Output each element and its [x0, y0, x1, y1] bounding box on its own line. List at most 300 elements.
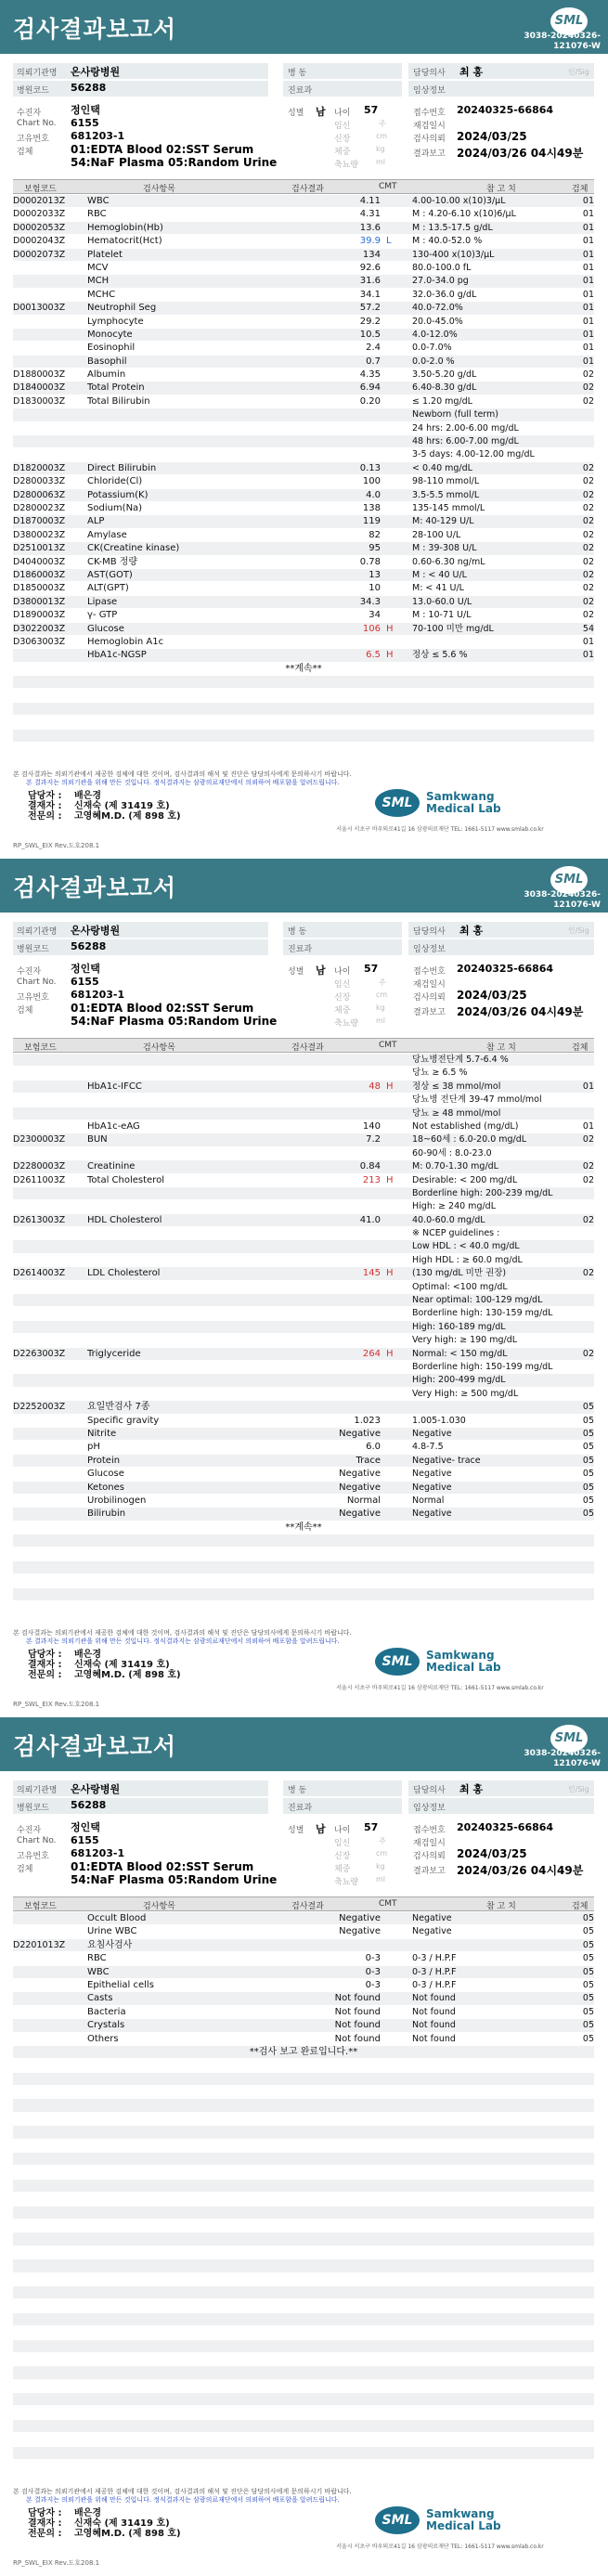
- accession-label: 접수번호: [413, 967, 446, 977]
- col-ref: 참 고 치: [486, 1902, 516, 1911]
- table-row: [13, 489, 594, 502]
- table-row: [13, 1348, 594, 1361]
- table-row: [13, 195, 594, 208]
- test-result: 13.6: [359, 222, 381, 233]
- reference-range: M : 10-71 U/L: [412, 610, 472, 621]
- table-row: [13, 1588, 594, 1601]
- table-row: [13, 1321, 594, 1334]
- table-row: [13, 208, 594, 221]
- table-row: [13, 408, 594, 421]
- table-row: [13, 1240, 594, 1253]
- doctor-label: 담당의사: [413, 927, 446, 937]
- table-row: [13, 2059, 594, 2072]
- test-result: 0.84: [359, 1161, 381, 1172]
- reference-range: M : 39-308 U/L: [412, 543, 477, 554]
- specimen-line-1: 01:EDTA Blood 02:SST Serum: [71, 1860, 254, 1873]
- test-result: 0-3: [365, 1979, 381, 1990]
- insurance-code: D2800063Z: [13, 489, 66, 500]
- table-row: [13, 2313, 594, 2326]
- hospital-code-value: 56288: [71, 940, 107, 952]
- result-flag: H: [386, 1081, 394, 1092]
- insurance-code: D3800023Z: [13, 529, 66, 540]
- result-flag: H: [386, 1348, 394, 1359]
- test-date-label: 검사의뢰: [413, 993, 446, 1003]
- reference-range: 3-5 days: 4.00-12.00 mg/dL: [412, 449, 535, 460]
- test-name: Platelet: [87, 249, 123, 260]
- reference-range: 130-400 x(10)3/μL: [412, 249, 495, 260]
- table-row: [13, 1361, 594, 1374]
- col-result: 검사결과: [291, 1043, 324, 1053]
- test-name: Potassium(K): [87, 489, 149, 500]
- urine-volume-unit: ml: [376, 1016, 386, 1025]
- table-row: [13, 1388, 594, 1401]
- report-date-value: 2024/03/26 04시49분: [457, 1864, 584, 1877]
- specimen-code: 02: [582, 1174, 594, 1185]
- reference-range: 40.0-72.0%: [412, 303, 463, 314]
- chart-no-label: Chart No.: [17, 119, 57, 128]
- specimen-code: 01: [582, 356, 594, 367]
- table-row: [13, 2126, 594, 2139]
- test-result: 0.78: [359, 556, 381, 567]
- height-label: 신장: [334, 135, 351, 144]
- table-row: [13, 1174, 594, 1187]
- col-result: 검사결과: [291, 185, 324, 194]
- retest-label: 재검일시: [413, 980, 446, 990]
- table-row: [13, 1925, 594, 1938]
- specimen-label: 검체: [17, 1865, 33, 1874]
- reference-range: 3.5-5.5 mmol/L: [412, 489, 480, 500]
- table-row: [13, 1294, 594, 1307]
- height-label: 신장: [334, 1852, 351, 1861]
- specimen-code: 01: [582, 222, 594, 233]
- height-label: 신장: [334, 993, 351, 1003]
- test-name: WBC: [87, 196, 110, 206]
- table-row: [13, 730, 594, 743]
- accession-value: 20240325-66864: [457, 963, 554, 975]
- reference-range: Desirable: < 200 mg/dL: [412, 1174, 518, 1185]
- urine-volume-label: 축뇨량: [334, 1019, 359, 1029]
- insurance-code: D2613003Z: [13, 1214, 66, 1225]
- specimen-code: 02: [582, 543, 594, 554]
- table-row: [13, 1574, 594, 1587]
- weight-unit: kg: [376, 1003, 385, 1012]
- specimen-code: 02: [582, 462, 594, 473]
- specimen-code: 02: [582, 382, 594, 394]
- reference-range: 당뇨병전단계 5.7-6.4 %: [412, 1055, 509, 1065]
- test-date-label: 검사의뢰: [413, 135, 446, 144]
- test-name: ALT(GPT): [87, 583, 129, 594]
- chart-no-label: Chart No.: [17, 1836, 57, 1845]
- reference-range: Normal: [412, 1495, 445, 1506]
- col-cmt: CMT: [379, 182, 397, 191]
- test-result: 0.20: [359, 395, 381, 407]
- age-label: 나이: [334, 967, 351, 977]
- recipient-value: 정인택: [71, 963, 100, 975]
- accession-value: 20240325-66864: [457, 104, 554, 116]
- test-name: HbA1c-eAG: [87, 1120, 140, 1132]
- test-name: Eosinophil: [87, 343, 136, 354]
- table-row: [13, 2273, 594, 2286]
- table-row: [13, 556, 594, 569]
- clinical-info-label: 임상정보: [413, 86, 446, 96]
- test-result: 7.2: [366, 1134, 381, 1146]
- doctor-value: 최 홍: [459, 1783, 484, 1795]
- table-row: [13, 623, 594, 636]
- specimen-code: 02: [582, 569, 594, 580]
- weight-label: 체중: [334, 1006, 351, 1016]
- col-name: 검사항목: [143, 1902, 175, 1911]
- test-result: 138: [362, 502, 381, 513]
- insurance-code: D1860003Z: [13, 569, 66, 580]
- test-name: Hemoglobin(Hb): [87, 222, 163, 233]
- test-name: Epithelial cells: [87, 1979, 154, 1990]
- table-row: [13, 2433, 594, 2446]
- reference-range: M : 13.5-17.5 g/dL: [412, 222, 493, 233]
- test-name: Bilirubin: [87, 1508, 126, 1520]
- specimen-code: 05: [582, 1495, 594, 1506]
- col-specimen: 검체: [572, 1043, 589, 1053]
- test-name: 요침사검사: [87, 1939, 133, 1950]
- insurance-code: D2611003Z: [13, 1174, 66, 1185]
- test-date-value: 2024/03/25: [457, 989, 527, 1002]
- test-result: 0-3: [365, 1953, 381, 1964]
- reference-range: Not found: [412, 2020, 456, 2031]
- reference-range: M: 40-129 U/L: [412, 516, 474, 527]
- specimen-code: 05: [582, 1428, 594, 1439]
- insurance-code: D2614003Z: [13, 1268, 66, 1279]
- test-name: Specific gravity: [87, 1415, 160, 1426]
- specimen-code: 02: [582, 610, 594, 621]
- reference-range: 4.00-10.00 x(10)3/μL: [412, 196, 506, 206]
- reference-range: 0-3 / H.P.F: [412, 1953, 457, 1964]
- specimen-code: 02: [582, 489, 594, 500]
- recipient-label: 수진자: [17, 1826, 42, 1835]
- table-row: [13, 2259, 594, 2272]
- report-header: [0, 859, 608, 913]
- test-result: 145: [362, 1268, 381, 1279]
- sex-age-label: 성별: [288, 109, 304, 118]
- specimen-code: 02: [582, 1161, 594, 1172]
- footer-form-code: RP_SWL_EIX Rev.도호208.1: [13, 1701, 100, 1708]
- reference-range: 1.005-1.030: [412, 1415, 466, 1426]
- reference-range: 18~60세 : 6.0-20.0 mg/dL: [412, 1134, 527, 1146]
- reference-range: Negative: [412, 1482, 452, 1493]
- table-row: [13, 2233, 594, 2246]
- reference-range: Not found: [412, 2033, 456, 2044]
- table-row: [13, 2113, 594, 2126]
- col-specimen: 검체: [572, 1902, 589, 1911]
- reference-range: Negative: [412, 1913, 452, 1923]
- table-row: [13, 1939, 594, 1952]
- footer-brand: Samkwang Medical Lab: [426, 2507, 501, 2532]
- reference-range: 정상 ≤ 38 mmol/mol: [412, 1081, 501, 1092]
- report-footer: [13, 770, 594, 859]
- table-row: [13, 1441, 594, 1454]
- table-row: [13, 1534, 594, 1547]
- insurance-code: D2280003Z: [13, 1161, 66, 1172]
- specimen-code: 54: [582, 623, 594, 634]
- specimen-code: 01: [582, 1120, 594, 1132]
- table-row: [13, 1187, 594, 1200]
- report-barcode-number: 3038-20240326- 121076-W: [524, 1749, 601, 1768]
- report-title: 검사결과보고서: [13, 1733, 177, 1760]
- hospital-code-value: 56288: [71, 82, 107, 94]
- age-value: 57: [364, 104, 379, 116]
- specimen-line-1: 01:EDTA Blood 02:SST Serum: [71, 1002, 254, 1015]
- patient-info: [0, 913, 608, 1038]
- specimen-code: 05: [582, 1508, 594, 1520]
- insurance-code: D1840003Z: [13, 382, 66, 394]
- reference-range: Negative: [412, 1428, 452, 1439]
- test-result: 264: [362, 1348, 381, 1359]
- reference-range: M : 4.20-6.10 x(10)6/μL: [412, 209, 516, 220]
- insurance-code: D1850003Z: [13, 583, 66, 594]
- report-page-1: [0, 0, 608, 859]
- reference-range: 70-100 미만 mg/dL: [412, 623, 494, 634]
- test-name: Chloride(Cl): [87, 476, 143, 487]
- reference-range: Very High: ≥ 500 mg/dL: [412, 1388, 519, 1399]
- test-result: 6.5: [366, 650, 381, 661]
- report-header: [0, 1717, 608, 1771]
- table-row: [13, 1455, 594, 1468]
- specimen-code: 01: [582, 636, 594, 647]
- table-row: [13, 609, 594, 622]
- institution-value: 온사랑병원: [71, 66, 121, 78]
- footer-notice: 본 결과지는 의뢰기관을 위해 만든 것입니다. 정식결과지는 삼광의료재단에서 의뢰하여 배포함을 알려드립니다.: [26, 779, 340, 786]
- test-result: Not found: [334, 2006, 381, 2017]
- col-cmt: CMT: [379, 1041, 397, 1050]
- reference-range: M: 0.70-1.30 mg/dL: [412, 1161, 498, 1172]
- test-name: Sodium(Na): [87, 502, 143, 513]
- col-ref: 참 고 치: [486, 185, 516, 194]
- chart-no-value: 6155: [71, 1834, 99, 1846]
- footer-brand: Samkwang Medical Lab: [426, 790, 501, 815]
- age-value: 57: [364, 1821, 379, 1833]
- table-row: [13, 689, 594, 702]
- specimen-code: 01: [582, 650, 594, 661]
- test-name: Creatinine: [87, 1161, 136, 1172]
- table-row: [13, 2220, 594, 2233]
- ward-label: 병 동: [288, 927, 307, 937]
- clinical-info-label: 임상정보: [413, 1804, 446, 1813]
- reference-range: 4.0-12.0%: [412, 329, 458, 340]
- specimen-line-2: 54:NaF Plasma 05:Random Urine: [71, 156, 278, 169]
- table-row: [13, 316, 594, 329]
- test-name: LDL Cholesterol: [87, 1268, 161, 1279]
- reference-range: (130 mg/dL 미만 권장): [412, 1268, 507, 1279]
- test-result: 1.023: [354, 1415, 381, 1426]
- specimen-code: 01: [582, 209, 594, 220]
- test-result: Negative: [339, 1428, 381, 1439]
- test-name: Others: [87, 2033, 119, 2044]
- result-flag: H: [386, 1174, 394, 1185]
- reference-range: 3.50-5.20 g/dL: [412, 369, 477, 381]
- footer-disclaimer: 본 검사결과는 의뢰기관에서 제공한 검체에 대한 것이며, 검사결과의 해석 및 진단은 담당의사에게 문의하시기 바랍니다.: [13, 2488, 352, 2495]
- insurance-code: D0002033Z: [13, 209, 66, 220]
- test-result: 6.94: [359, 382, 381, 394]
- doctor-value: 최 홍: [459, 66, 484, 78]
- dept-label: 진료과: [288, 945, 313, 954]
- reference-range: 0-3 / H.P.F: [412, 1966, 457, 1977]
- hospital-code-label: 병원코드: [17, 1804, 49, 1813]
- report-barcode-number: 3038-20240326- 121076-W: [524, 32, 601, 51]
- results-table-header: [13, 1038, 594, 1053]
- sex-value: 남: [316, 964, 326, 977]
- insurance-code: D4040003Z: [13, 556, 66, 567]
- table-row: [13, 302, 594, 315]
- specimen-code: 02: [582, 476, 594, 487]
- test-result: 13: [369, 569, 381, 580]
- table-row: [13, 1081, 594, 1094]
- footer-address: 서울시 서초구 바우뫼로41길 16 삼광의료재단 TEL: 1661-5117 www.smlab.co.kr: [336, 826, 544, 833]
- table-row: [13, 422, 594, 435]
- test-result: 57.2: [359, 303, 381, 314]
- reference-range: 정상 ≤ 5.6 %: [412, 650, 468, 661]
- table-row: [13, 743, 594, 756]
- specimen-code: 02: [582, 1348, 594, 1359]
- test-name: ALP: [87, 516, 105, 527]
- insurance-code: D0002073Z: [13, 249, 66, 260]
- ward-label: 병 동: [288, 69, 307, 78]
- reference-range: Borderline high: 130-159 mg/dL: [412, 1308, 553, 1319]
- reference-range: < 0.40 mg/dL: [412, 462, 472, 473]
- test-result: 4.31: [359, 209, 381, 220]
- insurance-code: D0002013Z: [13, 196, 66, 206]
- specimen-code: 05: [582, 1402, 594, 1413]
- table-row: [13, 1547, 594, 1560]
- test-name: Crystals: [87, 2020, 125, 2031]
- pregnancy-unit: 주: [379, 120, 386, 128]
- test-result: Not found: [334, 2020, 381, 2031]
- test-name: Amylase: [87, 529, 127, 540]
- test-name: HDL Cholesterol: [87, 1214, 162, 1225]
- chart-no-value: 6155: [71, 976, 99, 988]
- table-row: [13, 2207, 594, 2220]
- table-row: [13, 329, 594, 342]
- reference-range: Near optimal: 100-129 mg/dL: [412, 1295, 543, 1306]
- reference-range: 135-145 mmol/L: [412, 502, 485, 513]
- table-row: [13, 2046, 594, 2059]
- footer-notice: 본 결과지는 의뢰기관을 위해 만든 것입니다. 정식결과지는 삼광의료재단에서 의뢰하여 배포함을 알려드립니다.: [26, 1638, 340, 1645]
- table-row: [13, 716, 594, 729]
- results-table-body: [13, 1054, 594, 1614]
- id-no-label: 고유번호: [17, 135, 49, 144]
- reference-range: 80.0-100.0 fL: [412, 262, 472, 273]
- reference-range: 0.0-7.0%: [412, 343, 452, 354]
- report-title: 검사결과보고서: [13, 16, 177, 43]
- table-row: [13, 2353, 594, 2366]
- report-page-3: [0, 1717, 608, 2576]
- report-footer: [13, 1629, 594, 1717]
- table-row: [13, 2380, 594, 2393]
- specimen-code: 01: [582, 262, 594, 273]
- sex-age-label: 성별: [288, 1826, 304, 1835]
- test-result: 10.5: [359, 329, 381, 340]
- table-row: [13, 275, 594, 288]
- table-row: [13, 2406, 594, 2419]
- institution-label: 의뢰기관명: [17, 1786, 58, 1795]
- table-row: [13, 2447, 594, 2460]
- table-row: [13, 1267, 594, 1280]
- report-page-2: [0, 859, 608, 1717]
- table-row: [13, 1482, 594, 1495]
- weight-unit: kg: [376, 1862, 385, 1871]
- table-row: [13, 2193, 594, 2206]
- test-name: MCV: [87, 262, 109, 273]
- doctor-value: 최 홍: [459, 925, 484, 937]
- test-result: 4.0: [366, 489, 381, 500]
- test-name: Hemoglobin A1c: [87, 636, 164, 647]
- reference-range: High HDL : ≥ 60.0 mg/dL: [412, 1254, 523, 1265]
- col-name: 검사항목: [143, 1043, 175, 1053]
- specimen-code: 05: [582, 1455, 594, 1466]
- col-result: 검사결과: [291, 1902, 324, 1911]
- institution-label: 의뢰기관명: [17, 927, 58, 937]
- test-result: Not found: [334, 1993, 381, 2004]
- table-row: [13, 2420, 594, 2433]
- results-table-header: [13, 1896, 594, 1911]
- table-row: [13, 235, 594, 248]
- test-name: Lipase: [87, 596, 118, 607]
- table-row: [13, 1601, 594, 1614]
- table-row: [13, 1254, 594, 1267]
- specimen-code: 05: [582, 1979, 594, 1990]
- table-row: [13, 1508, 594, 1521]
- table-row: [13, 222, 594, 235]
- test-name: Urine WBC: [87, 1926, 137, 1937]
- test-name: RBC: [87, 1953, 107, 1964]
- retest-label: 재검일시: [413, 122, 446, 131]
- table-row: [13, 1281, 594, 1294]
- reference-range: 48 hrs: 6.00-7.00 mg/dL: [412, 436, 519, 447]
- reference-range: ※ NCEP guidelines :: [412, 1228, 500, 1239]
- urine-volume-label: 축뇨량: [334, 1878, 359, 1887]
- test-name: MCHC: [87, 289, 116, 300]
- age-label: 나이: [334, 109, 351, 118]
- weight-label: 체중: [334, 1865, 351, 1874]
- test-result: 4.35: [359, 369, 381, 381]
- test-name: Glucose: [87, 1469, 124, 1480]
- table-row: [13, 582, 594, 595]
- reference-range: 40.0-60.0 mg/dL: [412, 1214, 485, 1225]
- test-result: 0.13: [359, 462, 381, 473]
- table-row: [13, 1468, 594, 1481]
- table-row: [13, 2006, 594, 2019]
- reference-range: Not found: [412, 1993, 456, 2004]
- report-date-label: 결과보고: [413, 1867, 446, 1876]
- accession-label: 접수번호: [413, 109, 446, 118]
- specimen-code: 01: [582, 329, 594, 340]
- reference-range: Borderline high: 150-199 mg/dL: [412, 1361, 553, 1372]
- test-result: 92.6: [359, 262, 381, 273]
- test-name: Albumin: [87, 369, 126, 381]
- institution-value: 온사랑병원: [71, 1783, 121, 1795]
- urine-volume-unit: ml: [376, 1875, 386, 1883]
- table-row: [13, 1966, 594, 1979]
- sml-footer-logo-icon: SML: [375, 789, 420, 817]
- test-result: Negative: [339, 1469, 381, 1480]
- test-result: 140: [362, 1120, 381, 1132]
- result-flag: H: [386, 623, 394, 634]
- table-row: [13, 649, 594, 662]
- table-row: [13, 2326, 594, 2339]
- test-name: γ- GTP: [87, 610, 118, 621]
- report-date-label: 결과보고: [413, 149, 446, 159]
- table-row: [13, 2286, 594, 2299]
- id-no-value: 681203-1: [71, 130, 125, 142]
- specimen-code: 01: [582, 303, 594, 314]
- table-row: [13, 395, 594, 408]
